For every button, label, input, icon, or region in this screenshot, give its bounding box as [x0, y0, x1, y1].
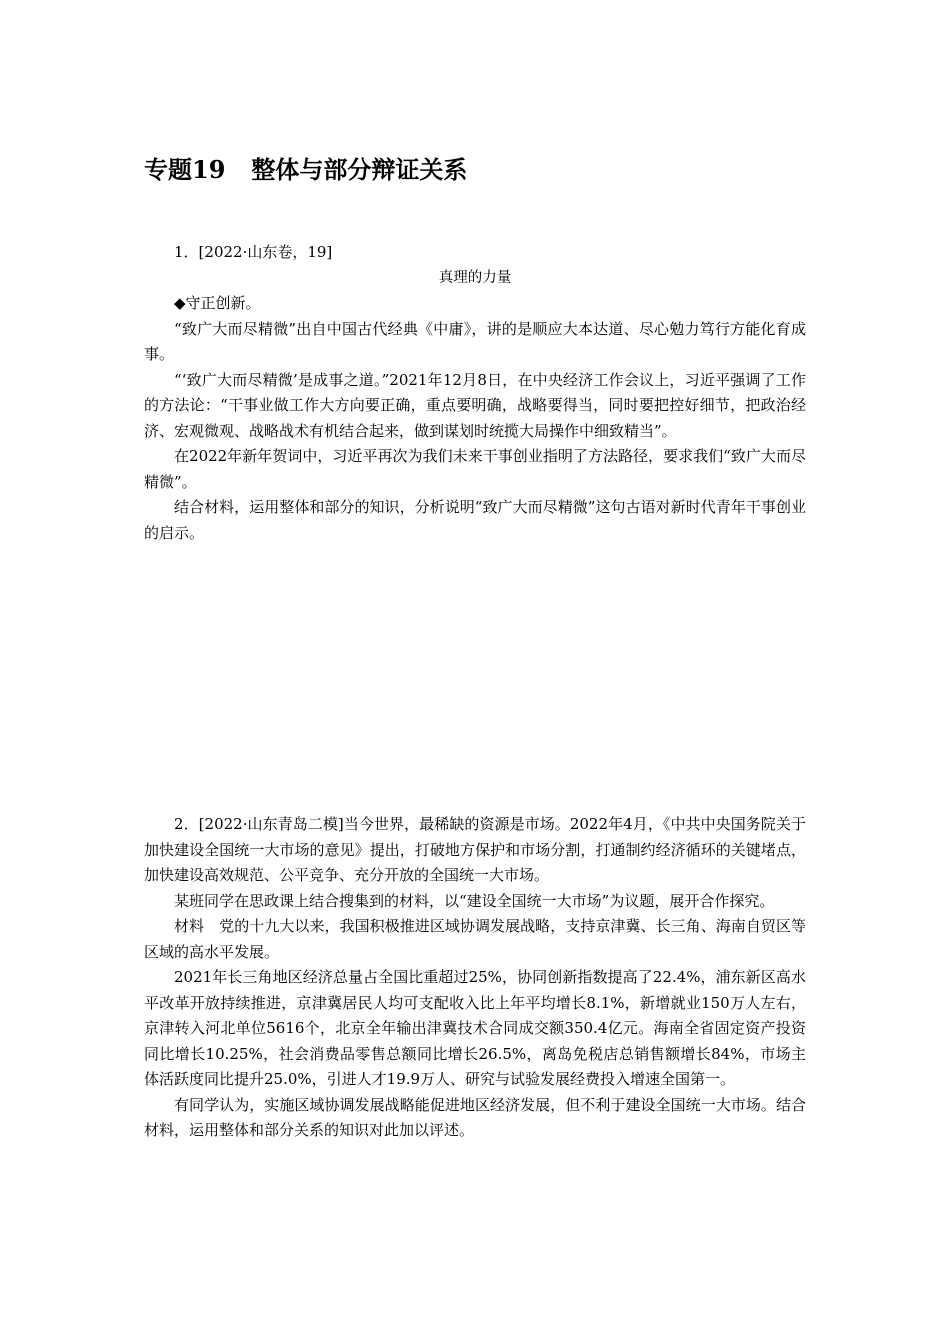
question-1	[144, 240, 806, 546]
question-1-task: 结合材料，运用整体和部分的知识，分析说明“致广大而尽精微”这句古语对新时代青年干事创业的启示。	[144, 498, 806, 542]
question-2-task: 有同学认为，实施区域协调发展战略能促进地区经济发展，但不利于建设全国统一大市场。结合材料，运用整体和部分关系的知识对此加以评述。	[144, 1095, 806, 1139]
question-1-paragraph: “‘致广大而尽精微’是成事之道。”2021年12月8日，在中央经济工作会议上，习近平强调了工作的方法论：“干事业做工作大方向要正确，重点要明确，战略要得当，同时要把控好细节，把政治经济、宏观微观、战略战术有机结合起来，做到谋划时统揽大局操作中细致精当”。	[144, 370, 806, 440]
material-text: 党的十九大以来，我国积极推进区域协调发展战略，支持京津冀、长三角、海南自贸区等区域的高水平发展。	[144, 917, 806, 961]
question-2-activity: 某班同学在思政课上结合搜集到的材料，以“建设全国统一大市场”为议题，展开合作探究。	[174, 891, 775, 910]
topic-number: 专题19	[144, 155, 226, 184]
material-label: 材料	[174, 917, 205, 935]
question-2	[144, 812, 806, 1144]
question-1-paragraph: “致广大而尽精微”出自中国古代经典《中庸》，讲的是顺应大本达道、尽心勉力笃行方能化育成事。	[144, 319, 806, 363]
question-1-paragraph: ◆守正创新。	[174, 294, 261, 312]
question-1-header: 1．[2022·山东卷，19]	[174, 243, 333, 261]
material-title: 真理的力量	[438, 269, 512, 286]
answer-space	[144, 575, 806, 795]
question-2-intro: 2．[2022·山东青岛二模]当今世界，最稀缺的资源是市场。2022年4月，《中共中央国务院关于加快建设全国统一大市场的意见》提出，打破地方保护和市场分割，打通制约经济循环的关键堵点，加快建设高效规范、公平竞争、充分开放的全国统一大市场。	[144, 815, 806, 884]
question-1-paragraph: 在2022年新年贺词中，习近平再次为我们未来干事创业指明了方法路径，要求我们“致广大而尽精微”。	[144, 447, 806, 491]
question-2-data: 2021年长三角地区经济总量占全国比重超过25%，协同创新指数提高了22.4%，浦东新区高水平改革开放持续推进，京津冀居民人均可支配收入比上年平均增长8.1%，新增就业150万人左右，京津转入河北单位5616个，北京全年输出津冀技术合同成交额350.4亿元。海南全省固定资产投资同比增长10.25%，社会消费品零售总额同比增长26.5%，离岛免税店总销售额增长84%，市场主体活跃度同比提升25.0%，引进人才19.9万人、研究与试验发展经费投入增速全国第一。	[144, 968, 806, 1088]
question-2-material	[144, 914, 806, 965]
topic-name: 整体与部分辩证关系	[251, 155, 468, 184]
page-title	[144, 152, 467, 188]
